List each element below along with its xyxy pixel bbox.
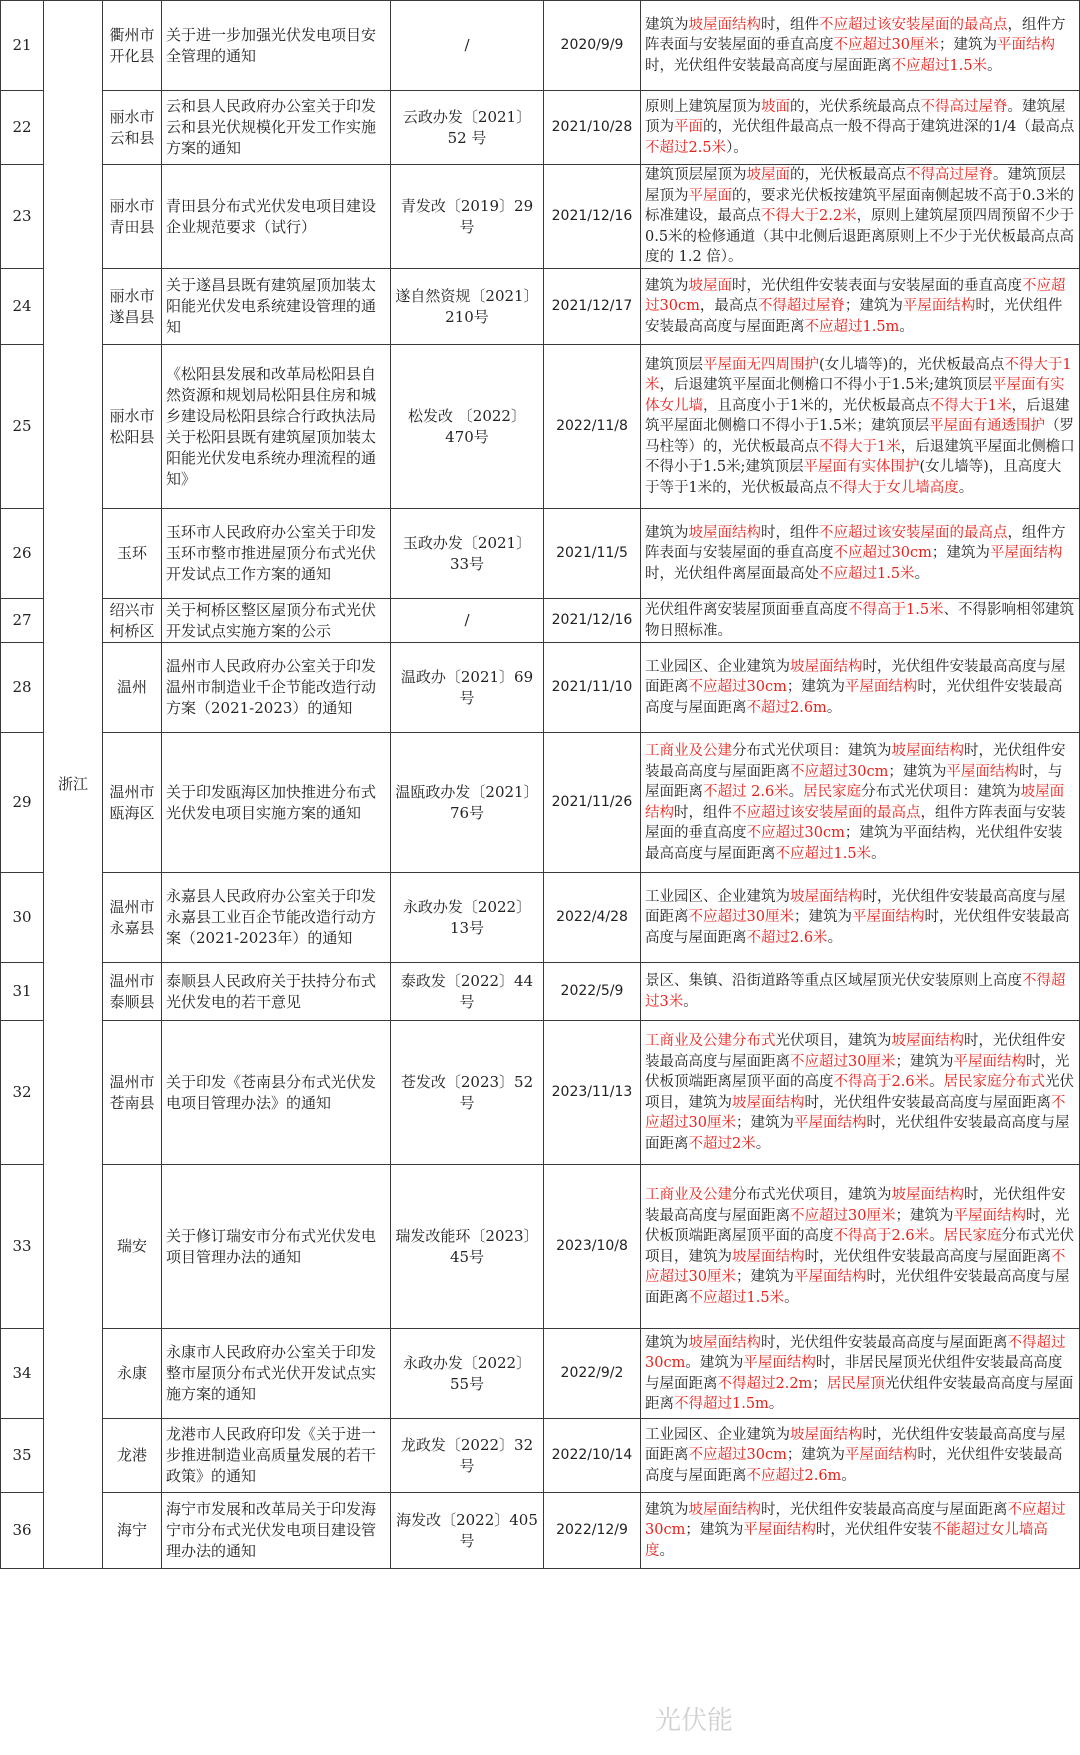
document-title-cell: 关于印发《苍南县分布式光伏发电项目管理办法》的通知 <box>162 1021 391 1165</box>
requirement-text: （罗马柱等）的，光伏板最高点 <box>645 418 1075 455</box>
requirement-text: 。 <box>755 1135 771 1152</box>
requirement-text: 时，光伏板顶端距离屋顶平面的高度 <box>645 1053 1070 1090</box>
document-number-cell: 温瓯政办发〔2021〕76号 <box>391 733 544 873</box>
highlighted-requirement-text: 不应超过30厘米 <box>645 1094 1066 1131</box>
requirement-text: 景区、集镇、沿街道路等重点区域屋顶光伏安装原则上高度 <box>645 973 1022 989</box>
row-number: 36 <box>1 1493 44 1569</box>
requirement-text: 。建筑为 <box>685 1355 744 1371</box>
document-title-cell: 关于进一步加强光伏发电项目安全管理的通知 <box>162 1 391 91</box>
region-cell: 丽水市遂昌县 <box>103 269 162 345</box>
requirement-text: 。 <box>899 318 914 335</box>
requirement-text: ，最高点 <box>699 298 758 315</box>
table-row <box>1 1419 1080 1493</box>
issue-date-cell: 2020/9/9 <box>544 1 641 91</box>
height-requirement-cell <box>641 599 1080 643</box>
highlighted-requirement-text: 不得超过屋脊 <box>757 298 845 315</box>
highlighted-requirement-text: 平屋面结构 <box>902 298 976 315</box>
region-cell: 温州市永嘉县 <box>103 873 162 963</box>
row-number: 24 <box>1 269 44 345</box>
requirement-text: ，组件方阵表面与安装屋面的垂直高度 <box>645 524 1066 562</box>
region-cell: 温州市瓯海区 <box>103 733 162 873</box>
requirement-text: 时，光伏组件安装最高高度与屋面距离 <box>645 743 1066 780</box>
document-title-cell: 海宁市发展和改革局关于印发海宁市分布式光伏发电项目建设管理办法的通知 <box>162 1493 391 1569</box>
requirement-text: 光伏项目，建筑为 <box>645 1074 1075 1111</box>
highlighted-requirement-text: 不得高过屋脊 <box>906 167 993 184</box>
requirement-text: ；建筑为 <box>735 1115 794 1131</box>
requirement-text: 时，组件 <box>674 804 732 821</box>
requirement-text: 时，组件 <box>761 524 819 541</box>
requirement-text: 时，光伏组件离屋面最高处 <box>645 565 819 582</box>
table-row <box>1 345 1080 509</box>
document-number-cell: / <box>391 1 544 91</box>
table-row <box>1 1165 1080 1329</box>
region-cell: 海宁 <box>103 1493 162 1569</box>
highlighted-requirement-text: 坡屋面结构 <box>688 1501 761 1518</box>
requirement-text: 时，光伏组件安装最高高度与屋面距离 <box>761 1334 1008 1351</box>
table-row <box>1 91 1080 165</box>
highlighted-requirement-text: 不应超过30厘米 <box>790 1207 896 1224</box>
region-cell: 丽水市云和县 <box>103 91 162 165</box>
row-number: 25 <box>1 345 44 509</box>
requirement-text: (女儿墙等)的，光伏板最高点 <box>819 356 1005 373</box>
requirement-text: 。 <box>768 1396 784 1412</box>
row-number: 27 <box>1 599 44 643</box>
document-number-cell: 云政办发〔2021〕52 号 <box>391 91 544 165</box>
row-number: 23 <box>1 165 44 269</box>
requirement-text: ；建筑为 <box>735 1269 794 1285</box>
document-number-cell: 海发改〔2022〕405号 <box>391 1493 544 1569</box>
document-title-cell: 《松阳县发展和改革局松阳县自然资源和规划局松阳县住房和城乡建设局松阳县综合行政执法局关于松阳县既有建筑屋顶加装太阳能光伏发电系统办理流程的通知》 <box>162 345 391 509</box>
height-requirement-cell <box>641 165 1080 269</box>
region-cell: 绍兴市柯桥区 <box>103 599 162 643</box>
highlighted-requirement-text: 不应超过30厘米 <box>645 1248 1066 1285</box>
height-requirement-cell <box>641 1493 1080 1569</box>
requirement-text: 的，光伏组件最高点一般不得高于建筑进深的1/4（最高点 <box>703 119 1075 136</box>
requirement-text: 。 <box>958 479 974 496</box>
requirement-text: ；建筑为平面结构，光伏组件安装最高高度与屋面距离 <box>645 825 1063 862</box>
highlighted-requirement-text: 不得大于女儿墙高度 <box>828 479 959 496</box>
document-number-cell: / <box>391 599 544 643</box>
region-cell: 温州市泰顺县 <box>103 963 162 1021</box>
highlighted-requirement-text: 不超过2.6米 <box>746 929 828 946</box>
issue-date-cell: 2023/10/8 <box>544 1165 641 1329</box>
highlighted-requirement-text: 坡屋面结构 <box>891 1187 964 1203</box>
height-requirement-cell <box>641 509 1080 599</box>
height-requirement-cell <box>641 1165 1080 1329</box>
region-cell: 温州 <box>103 643 162 733</box>
requirement-text: 建筑为 <box>645 524 689 541</box>
document-number-cell: 永政办发〔2022〕13号 <box>391 873 544 963</box>
document-title-cell: 玉环市人民政府办公室关于印发玉环市整市推进屋顶分布式光伏开发试点工作方案的通知 <box>162 509 391 599</box>
document-title-cell: 龙港市人民政府印发《关于进一步推进制造业高质量发展的若干政策》的通知 <box>162 1419 391 1493</box>
highlighted-requirement-text: 坡屋面结构 <box>688 16 761 33</box>
issue-date-cell: 2021/10/28 <box>544 91 641 165</box>
requirement-text: 。 <box>827 929 843 946</box>
row-number: 21 <box>1 1 44 91</box>
highlighted-requirement-text: 不应超过30厘米 <box>833 37 939 54</box>
requirement-text: ；建筑为 <box>931 545 990 562</box>
requirement-text: 时，光伏组件安装最高高度与屋面距离 <box>645 909 1070 946</box>
region-cell: 玉环 <box>103 509 162 599</box>
table-row <box>1 963 1080 1021</box>
highlighted-requirement-text: 不得大于1米 <box>929 397 1012 414</box>
document-title-cell: 温州市人民政府办公室关于印发温州市制造业千企节能改造行动方案（2021-2023）的通知 <box>162 643 391 733</box>
table-row <box>1 269 1080 345</box>
table-row <box>1 873 1080 963</box>
highlighted-requirement-text: 不应超过30厘米 <box>790 1053 896 1070</box>
highlighted-requirement-text: 不应超过30cm <box>790 763 889 780</box>
height-requirement-cell <box>641 269 1080 345</box>
requirement-text: 原则上建筑屋顶为 <box>645 98 761 115</box>
highlighted-requirement-text: 不能超过女儿墙高度 <box>645 1522 1048 1559</box>
highlighted-requirement-text: 平屋面结构 <box>851 909 925 926</box>
highlighted-requirement-text: 不应超过30cm <box>645 277 1066 315</box>
requirement-text: ，后退建筑平屋面北侧檐口不得小于1.5米;建筑顶层 <box>645 438 1075 476</box>
issue-date-cell: 2022/10/14 <box>544 1419 641 1493</box>
highlighted-requirement-text: 坡屋面结构 <box>645 784 1065 821</box>
requirement-text: 。建筑顶层屋顶为 <box>645 167 1066 204</box>
requirement-text: ；建筑为 <box>786 679 845 696</box>
document-number-cell: 苍发改〔2023〕52号 <box>391 1021 544 1165</box>
requirement-text: 光伏组件安装最高高度与屋面距离 <box>645 1375 1074 1412</box>
requirement-text: 时，光伏组件安装最高高度与屋面距离 <box>761 1501 1008 1518</box>
requirement-text: 建筑为 <box>645 16 689 33</box>
highlighted-requirement-text: 坡屋面结构 <box>790 888 863 905</box>
requirement-text: ）。 <box>726 139 748 156</box>
requirement-text: 的，光伏板最高点 <box>790 167 906 184</box>
height-requirement-cell <box>641 1 1080 91</box>
requirement-text: 建筑为 <box>645 277 689 294</box>
requirement-text: 。 <box>929 1228 944 1244</box>
row-number: 31 <box>1 963 44 1021</box>
highlighted-requirement-text: 不得超过3米 <box>645 973 1066 1010</box>
document-number-cell: 龙政发〔2022〕32号 <box>391 1419 544 1493</box>
issue-date-cell: 2022/5/9 <box>544 963 641 1021</box>
highlighted-requirement-text: 平屋面结构 <box>953 1207 1026 1224</box>
requirement-text: 。 <box>683 993 698 1010</box>
issue-date-cell: 2022/12/9 <box>544 1493 641 1569</box>
row-number: 26 <box>1 509 44 599</box>
requirement-text: 。 <box>929 1074 944 1090</box>
height-requirement-cell <box>641 1021 1080 1165</box>
requirement-text: 建筑为 <box>645 1501 689 1518</box>
requirement-text: 分布式光伏项目：建筑为 <box>732 743 892 759</box>
requirement-text: 时，光伏组件安装最高高度与屋面距离 <box>645 1269 1070 1306</box>
row-number: 32 <box>1 1021 44 1165</box>
requirement-text: 时，光伏组件安装最高高度与屋面距离 <box>804 1094 1051 1111</box>
highlighted-requirement-text: 不应超过30cm <box>688 1447 787 1464</box>
highlighted-requirement-text: 不应超过该安装屋面的最高点 <box>819 524 1008 541</box>
requirement-text: 。 <box>826 699 842 716</box>
highlighted-requirement-text: 不得大于1米 <box>645 356 1072 394</box>
highlighted-requirement-text: 平屋面结构 <box>989 545 1063 562</box>
table-row <box>1 509 1080 599</box>
row-number: 35 <box>1 1419 44 1493</box>
highlighted-requirement-text: 不得超过30cm <box>645 1334 1066 1371</box>
requirement-text: 。建筑屋顶为 <box>645 98 1066 136</box>
requirement-text: ；建筑为 <box>844 298 903 315</box>
highlighted-requirement-text: 平屋面结构 <box>844 1447 918 1464</box>
highlighted-requirement-text: 不应超过30cm <box>688 679 787 696</box>
requirement-text: ，且高度小于1米的，光伏板最高点 <box>703 397 930 414</box>
requirement-text: 。 <box>871 845 886 862</box>
table-row <box>1 599 1080 643</box>
highlighted-requirement-text: 不得大于2.2米 <box>761 208 857 225</box>
height-requirement-cell <box>641 963 1080 1021</box>
issue-date-cell: 2021/12/16 <box>544 599 641 643</box>
requirement-text: 时，光伏组件安装最高高度与屋面距离 <box>804 1248 1051 1265</box>
highlighted-requirement-text: 平面 <box>674 119 703 136</box>
table-row <box>1 165 1080 269</box>
highlighted-requirement-text: 不得高过屋脊 <box>920 98 1008 115</box>
issue-date-cell: 2022/4/28 <box>544 873 641 963</box>
highlighted-requirement-text: 不得高于1.5米 <box>848 602 944 618</box>
highlighted-requirement-text: 不超过2.5米 <box>645 139 727 156</box>
highlighted-requirement-text: 平面结构 <box>996 37 1055 54</box>
row-number: 28 <box>1 643 44 733</box>
highlighted-requirement-text: 坡屋面结构 <box>688 1334 761 1351</box>
issue-date-cell: 2022/11/8 <box>544 345 641 509</box>
requirement-text: 光伏项目，建筑为 <box>775 1033 892 1049</box>
requirement-text: 时，光伏组件安装表面与安装屋面的垂直高度 <box>732 277 1022 294</box>
document-number-cell: 温政办〔2021〕69号 <box>391 643 544 733</box>
requirement-text: ，后退建筑平屋面北侧檐口不得小于1.5米;建筑顶层 <box>659 377 992 394</box>
requirement-text: 建筑为 <box>645 1334 689 1351</box>
requirement-text: 。 <box>784 1289 799 1306</box>
document-number-cell: 玉政办发〔2021〕33号 <box>391 509 544 599</box>
requirement-text: 时，光伏组件安装最高高度与屋面距离 <box>645 1033 1066 1070</box>
document-number-cell: 松发改 〔2022〕 470号 <box>391 345 544 509</box>
requirement-text: 。 <box>788 784 804 800</box>
requirement-text: 建筑顶层 <box>645 356 703 373</box>
requirement-text: 时，非居民屋顶光伏组件安装最高高度与屋面距离 <box>645 1355 1063 1392</box>
requirement-text: ，原则上建筑屋顶四周预留不少于0.5米的检修通道（其中北侧后退距离原则上不少于光伏板最高点高度的 1.2 倍）。 <box>645 208 1075 266</box>
highlighted-requirement-text: 不超过 2.6米 <box>703 784 789 800</box>
highlighted-requirement-text: 坡屋面结构 <box>790 658 863 675</box>
document-title-cell: 泰顺县人民政府关于扶持分布式光伏发电的若干意见 <box>162 963 391 1021</box>
requirement-text: ，后退建筑平屋面北侧檐口不得小于1.5米；建筑顶层 <box>645 397 1070 435</box>
requirement-text: ，组件方阵表面与安装屋面的垂直高度 <box>645 804 1066 841</box>
requirement-text: ；建筑为 <box>888 763 947 780</box>
policy-table-body <box>1 1 1080 1569</box>
document-title-cell: 永康市人民政府办公室关于印发整市屋顶分布式光伏开发试点实施方案的通知 <box>162 1329 391 1419</box>
document-number-cell: 泰政发〔2022〕44号 <box>391 963 544 1021</box>
highlighted-requirement-text: 不应超过该安装屋面的最高点 <box>732 804 921 821</box>
requirement-text: 时，光伏组件安装最高高度与屋面距离 <box>645 1115 1070 1152</box>
height-requirement-cell <box>641 1329 1080 1419</box>
highlighted-requirement-text: 平屋面结构 <box>946 763 1019 780</box>
highlighted-requirement-text: 不得高于2.6米 <box>833 1228 930 1244</box>
issue-date-cell: 2021/11/10 <box>544 643 641 733</box>
highlighted-requirement-text: 居民屋顶 <box>826 1375 885 1392</box>
document-number-cell: 青发改〔2019〕29 号 <box>391 165 544 269</box>
highlighted-requirement-text: 坡面 <box>761 98 790 115</box>
requirement-text: 。 <box>914 565 930 582</box>
highlighted-requirement-text: 不应超过1.5米 <box>775 845 872 862</box>
row-number: 29 <box>1 733 44 873</box>
highlighted-requirement-text: 平屋面有实体女儿墙 <box>645 377 1065 414</box>
highlighted-requirement-text: 工商业及公建 <box>645 1187 732 1203</box>
requirement-text: ；建筑为 <box>895 1053 954 1070</box>
row-number: 22 <box>1 91 44 165</box>
highlighted-requirement-text: 居民家庭分布式 <box>943 1074 1046 1090</box>
requirement-text: 。 <box>659 1542 674 1559</box>
highlighted-requirement-text: 不得超过1.5m <box>674 1396 769 1412</box>
highlighted-requirement-text: 平屋面结构 <box>953 1053 1026 1070</box>
requirement-text: ；建筑为 <box>895 1207 954 1224</box>
highlighted-requirement-text: 平屋面无四周围护 <box>703 356 819 373</box>
watermark-text: 光伏能 <box>655 1706 734 1736</box>
region-cell: 丽水市松阳县 <box>103 345 162 509</box>
document-title-cell: 关于印发瓯海区加快推进分布式光伏发电项目实施方案的通知 <box>162 733 391 873</box>
document-number-cell: 遂自然资规〔2021〕210号 <box>391 269 544 345</box>
province-cell: 浙江 <box>44 1 103 1569</box>
requirement-text: 光伏组件离安装屋顶面垂直高度 <box>645 602 848 618</box>
requirement-text: ； <box>812 1375 827 1392</box>
highlighted-requirement-text: 不得高于2.6米 <box>833 1074 930 1090</box>
requirement-text: 时，光伏组件安装 <box>815 1522 932 1539</box>
document-title-cell: 云和县人民政府办公室关于印发云和县光伏规模化开发工作实施方案的通知 <box>162 91 391 165</box>
requirement-text: 时，光伏板顶端距离屋顶平面的高度 <box>645 1207 1070 1244</box>
document-title-cell: 关于柯桥区整区屋顶分布式光伏开发试点实施方案的公示 <box>162 599 391 643</box>
table-row <box>1 1 1080 91</box>
requirement-text: 。 <box>987 57 1002 74</box>
requirement-text: 时，光伏组件安装最高高度与屋面距离 <box>645 1187 1066 1224</box>
region-cell: 永康 <box>103 1329 162 1419</box>
issue-date-cell: 2022/9/2 <box>544 1329 641 1419</box>
highlighted-requirement-text: 不应超过30cm <box>833 545 932 562</box>
highlighted-requirement-text: 坡屋面结构 <box>790 1426 863 1443</box>
region-cell: 温州市苍南县 <box>103 1021 162 1165</box>
document-title-cell: 关于遂昌县既有建筑屋顶加装太阳能光伏发电系统建设管理的通知 <box>162 269 391 345</box>
region-cell: 龙港 <box>103 1419 162 1493</box>
highlighted-requirement-text: 平屋面有通透围护 <box>929 418 1046 435</box>
height-requirement-cell <box>641 643 1080 733</box>
height-requirement-cell <box>641 91 1080 165</box>
issue-date-cell: 2021/11/5 <box>544 509 641 599</box>
requirement-text: 分布式光伏项目，建筑为 <box>732 1187 892 1203</box>
table-row <box>1 1021 1080 1165</box>
height-requirement-cell <box>641 733 1080 873</box>
requirement-text: 的，光伏系统最高点 <box>790 98 921 115</box>
requirement-text: 时，光伏组件安装最高高度与屋面距离 <box>645 658 1066 696</box>
highlighted-requirement-text: 平屋面结构 <box>844 679 918 696</box>
highlighted-requirement-text: 不应超过30厘米 <box>688 909 794 926</box>
region-cell: 丽水市青田县 <box>103 165 162 269</box>
requirement-text: 的，要求光伏板按建筑平屋面南侧起坡不高于0.3米的标准建设，最高点 <box>645 187 1075 225</box>
requirement-text: 分布式光伏项目：建筑为 <box>861 784 1021 800</box>
highlighted-requirement-text: 平屋面有实体围护 <box>803 459 920 476</box>
highlighted-requirement-text: 坡屋面结构 <box>688 524 761 541</box>
highlighted-requirement-text: 坡屋面 <box>746 167 790 184</box>
table-row <box>1 1493 1080 1569</box>
highlighted-requirement-text: 坡屋面结构 <box>891 1033 964 1049</box>
highlighted-requirement-text: 平屋面结构 <box>793 1269 867 1285</box>
requirement-text: 时，组件 <box>761 16 819 33</box>
highlighted-requirement-text: 居民家庭 <box>943 1228 1002 1244</box>
requirement-text: 工业园区、企业建筑为 <box>645 888 790 905</box>
issue-date-cell: 2021/12/17 <box>544 269 641 345</box>
requirement-text: ；建筑为 <box>685 1522 744 1539</box>
highlighted-requirement-text: 不超过2.6m <box>746 699 827 716</box>
highlighted-requirement-text: 坡屋面结构 <box>891 743 964 759</box>
highlighted-requirement-text: 不应超过1.5米 <box>688 1289 785 1306</box>
requirement-text: ；建筑为 <box>938 37 997 54</box>
document-title-cell: 永嘉县人民政府办公室关于印发永嘉县工业百企节能改造行动方案（2021-2023年）的通知 <box>162 873 391 963</box>
highlighted-requirement-text: 坡屋面 <box>688 277 732 294</box>
region-cell: 瑞安 <box>103 1165 162 1329</box>
requirement-text: ；建筑为 <box>793 909 852 926</box>
highlighted-requirement-text: 不应超过1.5m <box>804 318 900 335</box>
highlighted-requirement-text: 平屋面结构 <box>793 1115 867 1131</box>
highlighted-requirement-text: 坡屋面结构 <box>732 1248 805 1265</box>
document-title-cell: 关于修订瑞安市分布式光伏发电项目管理办法的通知 <box>162 1165 391 1329</box>
issue-date-cell: 2023/11/13 <box>544 1021 641 1165</box>
table-row <box>1 643 1080 733</box>
issue-date-cell: 2021/12/16 <box>544 165 641 269</box>
highlighted-requirement-text: 不应超过1.5米 <box>819 565 915 582</box>
requirement-text: 。 <box>841 1467 856 1484</box>
issue-date-cell: 2021/11/26 <box>544 733 641 873</box>
row-number: 34 <box>1 1329 44 1419</box>
requirement-text: 分布式光伏项目，建筑为 <box>645 1228 1075 1265</box>
document-title-cell: 青田县分布式光伏发电项目建设企业规范要求（试行） <box>162 165 391 269</box>
table-row <box>1 733 1080 873</box>
highlighted-requirement-text: 不超过2米 <box>688 1135 756 1152</box>
document-number-cell: 永政办发〔2022〕55号 <box>391 1329 544 1419</box>
requirement-text: 时，光伏组件安装最高高度与屋面距离 <box>645 888 1066 926</box>
document-number-cell: 瑞发改能环〔2023〕45号 <box>391 1165 544 1329</box>
height-requirement-cell <box>641 873 1080 963</box>
row-number: 30 <box>1 873 44 963</box>
highlighted-requirement-text: 不应超过1.5米 <box>891 57 988 74</box>
requirement-text: (女儿墙等)，且高度大于等于1米的，光伏板最高点 <box>645 459 1062 496</box>
requirement-text: 时，光伏组件安装最高高度与屋面距离 <box>645 1426 1066 1464</box>
highlighted-requirement-text: 工商业及公建 <box>645 743 732 759</box>
highlighted-requirement-text: 不应超过该安装屋面的最高点 <box>819 16 1008 33</box>
table-row <box>1 1329 1080 1419</box>
requirement-text: ；建筑为 <box>786 1447 845 1464</box>
row-number: 33 <box>1 1165 44 1329</box>
requirement-text: 工业园区、企业建筑为 <box>645 1426 790 1443</box>
highlighted-requirement-text: 居民家庭 <box>803 784 862 800</box>
highlighted-requirement-text: 不应超过30cm <box>746 825 845 841</box>
highlighted-requirement-text: 坡屋面结构 <box>732 1094 805 1111</box>
highlighted-requirement-text: 不应超过2.6m <box>746 1467 842 1484</box>
requirement-text: 时，光伏组件安装最高高度与屋面距离 <box>645 57 892 74</box>
highlighted-requirement-text: 平屋面结构 <box>743 1522 816 1539</box>
requirement-text: 工业园区、企业建筑为 <box>645 658 790 675</box>
requirement-text: 建筑顶层屋顶为 <box>645 167 747 184</box>
height-requirement-cell <box>641 345 1080 509</box>
highlighted-requirement-text: 不应超过30cm <box>645 1501 1066 1539</box>
requirement-text: 时，光伏组件安装最高高度与屋面距离 <box>645 298 1063 335</box>
highlighted-requirement-text: 平屋面结构 <box>743 1355 816 1371</box>
highlighted-requirement-text: 不得大于1米 <box>819 438 901 455</box>
height-requirement-cell <box>641 1419 1080 1493</box>
requirement-text: 时，光伏组件安装最高高度与屋面距离 <box>645 1447 1063 1484</box>
region-cell: 衢州市开化县 <box>103 1 162 91</box>
highlighted-requirement-text: 不得超过2.2m <box>717 1375 813 1392</box>
highlighted-requirement-text: 工商业及公建分布式 <box>645 1033 776 1049</box>
requirement-text: 时，光伏组件安装最高高度与屋面距离 <box>645 679 1063 716</box>
requirement-text: 时，与屋面距离 <box>645 763 1063 800</box>
highlighted-requirement-text: 平屋面 <box>688 187 732 204</box>
requirement-text: 、不得影响相邻建筑物日照标准。 <box>645 602 1075 639</box>
requirement-text: ，组件方阵表面与安装屋面的垂直高度 <box>645 16 1066 54</box>
